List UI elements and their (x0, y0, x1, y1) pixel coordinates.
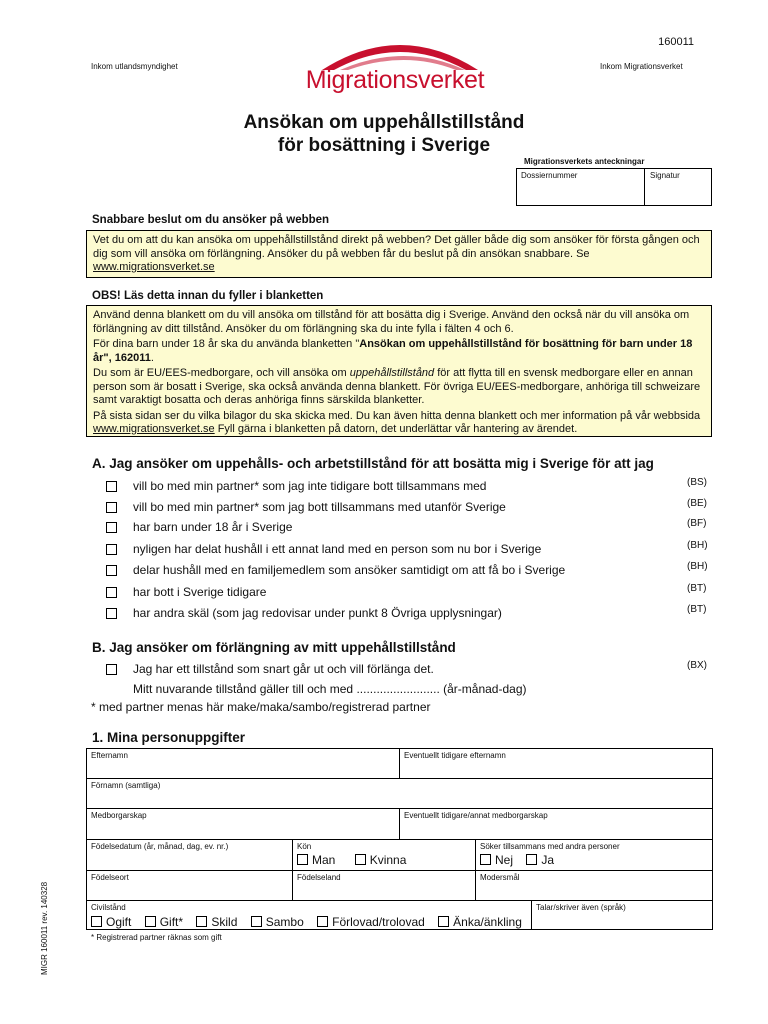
talar-skriver-field[interactable]: Talar/skriver även (språk) (531, 900, 713, 930)
web-info-text: Vet du om att du kan ansöka om uppehållstillstånd direkt på webben? Det gäller både dig som ansöker för första gången och dig som vill ansöka om förlängning. Ansöker du på webben får du beslut på din ansökan snabbare. Se (93, 234, 700, 260)
logo-text: Migrationsverket (305, 66, 485, 94)
option-label: har barn under 18 år i Sverige (133, 520, 293, 534)
option-code: (BT) (687, 604, 707, 615)
obs-p4-text: På sista sidan ser du vilka bilagor du ska skicka med. Du kan även hitta denna blankett och mer information på vår webbsida (93, 409, 701, 422)
obs-paragraph-3 (93, 367, 705, 408)
obs-p2-text: För dina barn under 18 år ska du använda blanketten " (93, 338, 360, 350)
web-info-link[interactable]: www.migrationsverket.se (93, 261, 215, 273)
checkbox-bt-2[interactable] (106, 608, 117, 619)
forlovad-label: Förlovad/trolovad (332, 915, 425, 929)
option-code: (BF) (687, 518, 707, 529)
option-bt-1 (0, 584, 768, 604)
valid-until-line: Mitt nuvarande tillstånd gäller till och med ......................... (år-månad-dag) (133, 682, 527, 696)
option-code: (BX) (687, 660, 707, 671)
kon-label: Kön (297, 842, 312, 851)
fodelseland-field[interactable]: Födelseland (292, 870, 476, 901)
checkbox-bs[interactable] (106, 481, 117, 492)
nej-label: Nej (495, 853, 514, 867)
document-number: 160011 (658, 36, 694, 48)
checkbox-kvinna[interactable] (355, 854, 366, 865)
obs-info-box (86, 305, 712, 437)
option-bf (0, 519, 768, 539)
checkbox-bx[interactable] (106, 664, 117, 675)
option-bt-2 (0, 605, 768, 625)
obs-paragraph-2 (93, 338, 705, 365)
obs-paragraph-1: Använd denna blankett om du vill ansöka om tillstånd för att bosätta dig i Sverige. Använd den också när du vill ansöka om förlängning av ditt tillstånd. Ansöker du om förlängning ska du inte fylla i fälten 4 och 6. (93, 309, 690, 335)
migrationsverket-logo (300, 30, 490, 100)
office-notes-box (516, 168, 712, 206)
inkom-utlandsmyndighet-label: Inkom utlandsmyndighet (91, 62, 178, 71)
option-label: vill bo med min partner* som jag inte tidigare bott tillsammans med (133, 479, 487, 493)
obs-p4-link[interactable]: www.migrationsverket.se (93, 423, 215, 435)
tidigare-medborgarskap-field[interactable]: Eventuellt tidigare/annat medborgarskap (399, 808, 713, 840)
soker-tillsammans-options (480, 853, 564, 867)
kon-options (297, 853, 416, 867)
checkbox-skild[interactable] (196, 916, 207, 927)
logo-arch-icon (300, 30, 490, 70)
obs-p2-end: . (150, 351, 154, 364)
fodelsedatum-field[interactable]: Födelsedatum (år, månad, dag, ev. nr.) (86, 839, 293, 871)
civilstand-label: Civilstånd (91, 903, 126, 912)
man-label: Man (312, 853, 336, 867)
office-notes-label: Migrationsverkets anteckningar (524, 157, 645, 166)
registered-partner-footnote: * Registrerad partner räknas som gift (91, 933, 222, 942)
checkbox-bt-1[interactable] (106, 587, 117, 598)
obs-paragraph-4 (93, 410, 705, 437)
efternamn-field[interactable]: Efternamn (86, 748, 400, 779)
option-be (0, 499, 768, 519)
section-1-heading: 1. Mina personuppgifter (92, 730, 246, 745)
obs-p3-italic: uppehållstillstånd (349, 367, 435, 379)
soker-tillsammans-label: Söker tillsammans med andra personer (480, 842, 620, 851)
obs-p4-rest: Fyll gärna i blanketten på datorn, det underlättar vår hantering av ärendet. (214, 423, 578, 435)
web-info-box (86, 230, 712, 278)
kvinna-label: Kvinna (369, 853, 407, 867)
option-label: delar hushåll med en familjemedlem som ansöker samtidigt om att få bo i Sverige (133, 563, 566, 577)
gift-label: Gift* (159, 915, 184, 929)
web-section-heading: Snabbare beslut om du ansöker på webben (92, 214, 330, 226)
form-title-line2: för bosättning i Sverige (277, 135, 491, 156)
checkbox-gift[interactable] (145, 916, 156, 927)
option-bs (0, 478, 768, 498)
option-label: Jag har ett tillstånd som snart går ut och vill förlänga det. (133, 662, 434, 676)
option-label: har andra skäl (som jag redovisar under punkt 8 Övriga upplysningar) (133, 606, 502, 620)
form-title-line1: Ansökan om uppehållstillstånd (243, 112, 525, 133)
option-bx (0, 661, 768, 681)
option-code: (BH) (687, 540, 708, 551)
section-b-heading: B. Jag ansöker om förlängning av mitt uppehållstillstånd (92, 640, 456, 655)
checkbox-be[interactable] (106, 502, 117, 513)
checkbox-forlovad[interactable] (317, 916, 328, 927)
option-code: (BE) (687, 498, 707, 509)
dossiernummer-field: Dossiernummer (517, 169, 645, 205)
sambo-label: Sambo (265, 915, 304, 929)
skild-label: Skild (211, 915, 238, 929)
option-bh-2 (0, 562, 768, 582)
option-label: har bott i Sverige tidigare (133, 585, 267, 599)
option-code: (BS) (687, 477, 707, 488)
obs-p3-text: Du som är EU/EES-medborgare, och vill ansöka om (93, 367, 350, 379)
tidigare-efternamn-field[interactable]: Eventuellt tidigare efternamn (399, 748, 713, 779)
checkbox-ja[interactable] (526, 854, 537, 865)
partner-note: * med partner menas här make/maka/sambo/registrerad partner (91, 700, 431, 714)
checkbox-nej[interactable] (480, 854, 491, 865)
medborgarskap-field[interactable]: Medborgarskap (86, 808, 400, 840)
checkbox-bf[interactable] (106, 522, 117, 533)
option-label: nyligen har delat hushåll i ett annat land med en person som nu bor i Sverige (133, 542, 542, 556)
civilstand-options (91, 915, 532, 929)
obs-p2-bold: Ansökan om uppehållstillstånd för bosättning för barn under 18 år", 162011 (93, 338, 693, 364)
obs-section-heading: OBS! Läs detta innan du fyller i blanketten (92, 290, 324, 302)
checkbox-man[interactable] (297, 854, 308, 865)
form-revision-code: MIGR 160011 rev. 140328 (40, 881, 49, 975)
anka-label: Änka/änkling (453, 915, 522, 929)
inkom-migrationsverket-label: Inkom Migrationsverket (600, 62, 683, 71)
ogift-label: Ogift (106, 915, 132, 929)
option-bh-1 (0, 541, 768, 561)
checkbox-bh-1[interactable] (106, 544, 117, 555)
obs-p3-rest: för att flytta till en svensk medborgare eller en annan person som är bosatt i Sverige, ska också använda denna blankett. För övriga EU/EES-medborgare, anhöriga till schweizare samt varaktigt bosatta och deras anhöriga finns särskilda blanketter. (93, 367, 701, 406)
option-label: vill bo med min partner* som jag bott tillsammans med utanför Sverige (133, 500, 506, 514)
modersmal-field[interactable]: Modersmål (475, 870, 713, 901)
option-code: (BH) (687, 561, 708, 572)
signatur-field: Signatur (650, 171, 680, 180)
checkbox-sambo[interactable] (251, 916, 262, 927)
section-a-heading: A. Jag ansöker om uppehålls- och arbetstillstånd för att bosätta mig i Sverige för att jag (92, 456, 654, 471)
checkbox-anka[interactable] (438, 916, 449, 927)
personal-details-form (86, 748, 713, 930)
checkbox-bh-2[interactable] (106, 565, 117, 576)
fodelseort-field[interactable]: Födelseort (86, 870, 293, 901)
option-code: (BT) (687, 583, 707, 594)
fornamn-field[interactable]: Förnamn (samtliga) (86, 778, 713, 809)
checkbox-ogift[interactable] (91, 916, 102, 927)
ja-label: Ja (541, 853, 555, 867)
